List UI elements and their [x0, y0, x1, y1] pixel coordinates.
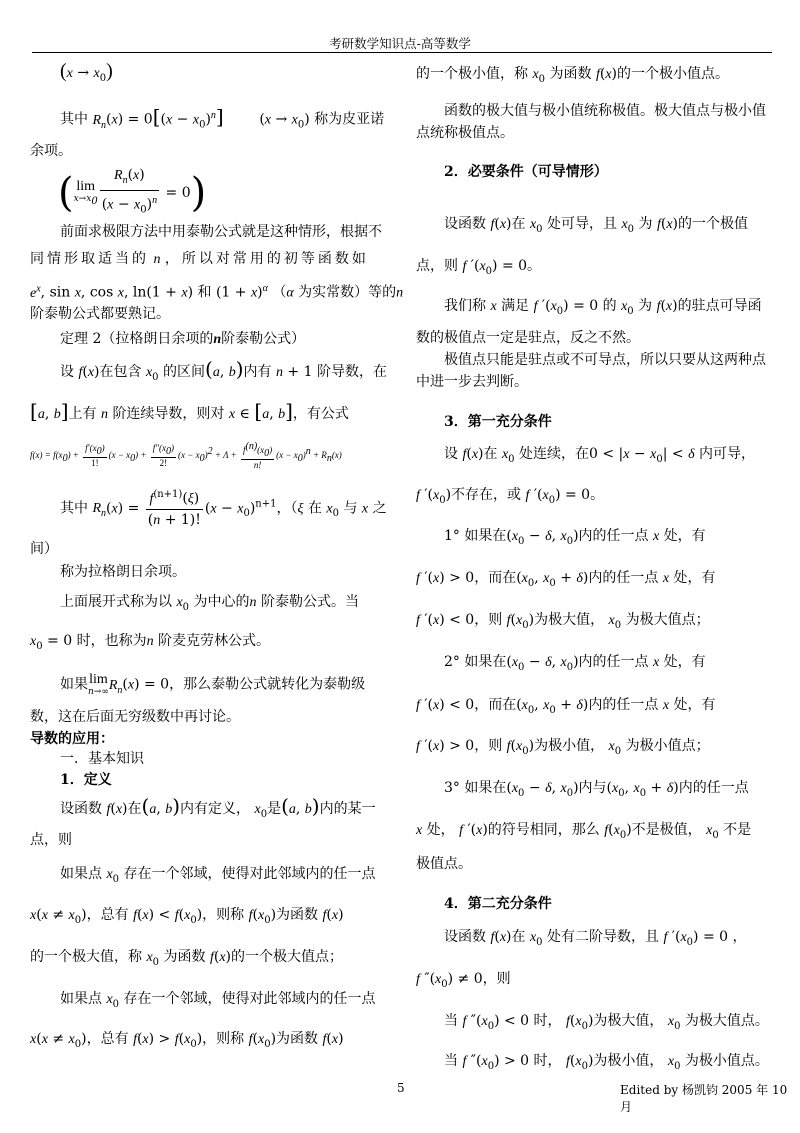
- text: 点，则: [416, 258, 458, 274]
- text-line: 同情形取适当的 n ，所以对常用的初等函数如: [30, 251, 369, 267]
- subsection-heading: 2．必要条件（可导情形）: [444, 164, 608, 180]
- text: 为极大值，: [593, 1013, 664, 1029]
- text-line: 当 f $''(x_0) > 0$ 时， $f(x_0)$为极小值， $x_0$ 为极小值点。: [444, 1053, 769, 1072]
- text: ，而在: [474, 697, 517, 713]
- text-line: f ′(x) < 0，而在($x_0$, $x_0 + \delta$)内的任一点 x 处，有: [416, 697, 716, 716]
- text: 阶导数，在: [316, 364, 387, 380]
- text-line: 数，这在后面无穷级数中再讨论。: [30, 709, 240, 725]
- page-header: 考研数学知识点-高等数学: [329, 36, 471, 51]
- text: 上有: [68, 406, 97, 422]
- text: 为函数: [549, 66, 592, 82]
- text-line: 其中 $R_n(x) = 0[(x - x_0)^n]$ $(x \to x_0)$ 称为皮亚诺: [60, 104, 385, 131]
- text-line: 数的极值点一定是驻点，反之不然。: [416, 330, 640, 346]
- subsection-heading: 1．定义: [60, 772, 112, 788]
- text: 内的任一点: [678, 780, 749, 796]
- text: 不是: [723, 822, 752, 838]
- text: 阶泰勒公式。当: [260, 594, 359, 610]
- text: 为极小值点。: [684, 1053, 769, 1069]
- text: （: [272, 284, 287, 301]
- text: 设函数: [60, 801, 102, 817]
- text: 和: [197, 284, 212, 301]
- text: ，: [732, 929, 747, 945]
- text-line: 函数的极大值与极小值统称极值。极大值点与极小值: [444, 103, 766, 119]
- text: ，则: [482, 971, 511, 987]
- text: 存在一个邻域，使得对此邻域内的任一点: [123, 866, 376, 882]
- text: 为中心的: [193, 594, 250, 610]
- text: 为实常数）等的: [298, 284, 397, 301]
- text: ，则: [474, 612, 503, 628]
- text: 2° 如果在: [444, 654, 507, 670]
- text: 为函数: [163, 949, 206, 965]
- text: 的一个极值: [678, 216, 748, 232]
- text: ，总有: [86, 907, 129, 923]
- text: 是: [267, 801, 282, 817]
- text: 如果点: [60, 866, 102, 882]
- text: 在: [483, 446, 498, 462]
- footer-credit: Edited by 杨凯钧 2005 年 10 月: [620, 1083, 788, 1114]
- text: 我们称: [444, 298, 486, 314]
- text: 3° 如果在: [444, 780, 507, 796]
- text: ，总有: [86, 1031, 129, 1047]
- formula-line: $(x \to x_0)$: [60, 60, 113, 84]
- text-line: f $'(x_0)$不存在，或 f $'(x_0) = 0$。: [416, 487, 605, 506]
- text: 之: [372, 500, 387, 517]
- text: 内的任一点: [588, 570, 659, 586]
- text: 如果点: [60, 991, 102, 1007]
- text-line: x 处， f ′(x)的符号相同，那么 $f(x_0)$不是极值， $x_0$ 不是: [416, 822, 752, 841]
- text-line: 的一个极小值，称 $x_0$ 为函数 f(x)的一个极小值点。: [416, 66, 729, 85]
- subsection-heading: 3．第一充分条件: [444, 414, 552, 430]
- text-line: 设函数 f(x)在(a, b)内有定义， $x_0$是(a, b)内的某一: [60, 794, 376, 820]
- text: 处，有: [663, 528, 706, 544]
- text: 为极大值点；: [625, 612, 710, 628]
- text-line: 设 f(x)在包含 $x_0$ 的区间(a, b)内有 n + 1 阶导数，在: [60, 357, 387, 383]
- text: 在: [511, 929, 526, 945]
- text-line: 点，则 f $'(x_0) = 0$。: [416, 258, 542, 277]
- text-line: 间）: [30, 541, 58, 557]
- text-line: 称为拉格朗日余项。: [60, 564, 186, 580]
- text: 其中: [60, 111, 88, 128]
- section-heading: 一．基本知识: [60, 751, 144, 767]
- text: 处有二阶导数，且: [547, 929, 659, 945]
- text-line: 如果点 $x_0$ 存在一个邻域，使得对此邻域内的任一点: [60, 866, 376, 885]
- text-line: f ′(x) > 0，则 $f(x_0)$为极小值， $x_0$ 为极小值点；: [416, 738, 710, 757]
- text: 设: [60, 364, 74, 380]
- text: ，则: [474, 738, 503, 754]
- text-line: 如果点 $x_0$ 存在一个邻域，使得对此邻域内的任一点: [60, 991, 376, 1010]
- text: 1° 如果在: [444, 528, 507, 544]
- text: 处，有: [673, 697, 716, 713]
- text: 处连续，在: [519, 446, 589, 462]
- text: 同情形取适当的: [30, 251, 149, 267]
- text: 的区间: [163, 364, 205, 380]
- text-line: 我们称 x 满足 f $'(x_0) = 0$ 的 $x_0$ 为 f(x)的驻点可导函: [444, 298, 762, 317]
- text: ，而在: [474, 570, 517, 586]
- text: 内有定义，: [180, 801, 251, 817]
- text: ，所以对常用的初等函数如: [164, 251, 369, 267]
- text: 为极大值点。: [684, 1013, 769, 1029]
- text: 与: [343, 500, 358, 517]
- text-line: f ′(x) > 0，而在($x_0$, $x_0 + \delta$)内的任一点 x 处，有: [416, 570, 716, 589]
- text-line: 极值点只能是驻点或不可导点，所以只要从这两种点: [444, 352, 766, 368]
- text-line: 定理 2（拉格朗日余项的n阶泰勒公式）: [60, 331, 306, 347]
- section-heading: 导数的应用：: [30, 731, 114, 747]
- text-line: 中进一步去判断。: [416, 374, 528, 390]
- limit-formula: ( lim $x\to x_0$ $\frac{R_n(x)}{(x - x_0)^n}$ = 0): [58, 167, 207, 217]
- text: 时，: [533, 1053, 562, 1069]
- text: ，则称: [202, 907, 245, 923]
- text-line: 余项。: [30, 143, 72, 159]
- text: 的一个极小值点。: [617, 66, 729, 82]
- text-line: 阶泰勒公式都要熟记。: [30, 306, 170, 322]
- text: 内的某一: [319, 801, 376, 817]
- text: 。: [527, 258, 542, 274]
- text: 的符号相同，那么: [487, 822, 600, 838]
- text-line: f ′(x) < 0，则 $f(x_0)$为极大值， $x_0$ 为极大值点；: [416, 612, 710, 631]
- text: 内与: [578, 780, 607, 796]
- text: 定理 2（拉格朗日余项的: [60, 331, 214, 347]
- text-line: 1° 如果在($x_0 - \delta$, $x_0$)内的任一点 x 处，有: [444, 528, 706, 547]
- text: 如果: [60, 676, 88, 693]
- text: 为函数: [276, 907, 319, 923]
- text: 阶连续导数，则对: [112, 406, 225, 422]
- text-line: f $''(x_0) \ne 0$，则: [416, 971, 511, 990]
- text: 。: [590, 487, 605, 503]
- text: 设: [444, 446, 458, 462]
- text: 内有: [243, 364, 272, 380]
- text: 为: [638, 216, 653, 232]
- text-line: 如果lim n→∞ $R_n(x) = 0$，那么泰勒公式就转化为泰勒级: [60, 672, 366, 697]
- text-line: 其中 $R_n(x)$ = $\frac{f^{(n+1)}(\xi)}{(n + 1)!}$ $(x - x_0)^{n+1}$，（ξ 在 $x_0$ 与 x 之: [60, 486, 387, 531]
- text-line: 当 f $''(x_0) < 0$ 时， $f(x_0)$为极大值， $x_0$ 为极大值点。: [444, 1013, 769, 1032]
- text: 时，也称为: [76, 633, 147, 649]
- text: 内的任一点: [578, 654, 649, 670]
- text: 的一个极大值点；: [231, 949, 343, 965]
- text: 在: [127, 801, 142, 817]
- text: 的一个极小值，称: [416, 66, 528, 82]
- subsection-heading: 4．第二充分条件: [444, 896, 552, 912]
- right-column: [400, 0, 800, 1133]
- text: 处，有: [663, 654, 706, 670]
- text: 在: [511, 216, 526, 232]
- text: 阶麦克劳林公式。: [158, 633, 271, 649]
- text-line: $x(x \ne x_0)$，总有 $f(x) > f(x_0)$，则称 $f(x_0)$为函数 f(x): [30, 1031, 344, 1050]
- text: 处，: [426, 822, 455, 838]
- text: 处可导，且: [547, 216, 617, 232]
- text: 为: [638, 298, 653, 314]
- taylor-formula: $f(x) = f(x_0)$ + $\frac{f'(x_0)}{1!}$ $(x - x_0)$ + $\frac{f''(x_0)}{2!}$ $(x - x_0)^2 + \Lambda$ + $\frac{f^{(n)}(x_0)}{n!}$ $(x - x_0)^n + R_n(x)$: [30, 441, 342, 470]
- text-line: 的一个极大值，称 $x_0$ 为函数 f(x)的一个极大值点；: [30, 949, 343, 968]
- text: ，有公式: [292, 406, 349, 422]
- text: 设函数: [444, 929, 486, 945]
- text: 在: [307, 500, 322, 517]
- text-line: $x(x \ne x_0)$，总有 $f(x) < f(x_0)$，则称 $f(x_0)$为函数 f(x): [30, 907, 344, 926]
- text: 当: [444, 1053, 458, 1069]
- text: 为极小值，: [534, 738, 605, 754]
- text-line: 3° 如果在($x_0 - \delta$, $x_0$)内与($x_0$, $x_0 + \delta$)内的任一点: [444, 780, 749, 799]
- text-line: 设函数 f(x)在 $x_0$ 处可导，且 $x_0$ 为 f(x)的一个极值: [444, 216, 748, 235]
- text-line: 2° 如果在($x_0 - \delta$, $x_0$)内的任一点 x 处，有: [444, 654, 706, 673]
- text: 为极小值点；: [625, 738, 710, 754]
- page-number: 5: [397, 1081, 405, 1095]
- text-line: $e^x$, sin x, cos x, ln(1 + x) 和 $(1 + x)^\alpha$ （α 为实常数）等的n: [30, 283, 404, 301]
- text-line: 点统称极值点。: [416, 125, 514, 141]
- text-line: [a, b]上有 n 阶连续导数，则对 x ∈ [a, b]，有公式: [30, 399, 349, 423]
- text: 的驻点可导函: [677, 298, 762, 314]
- text: 不存在，或: [451, 487, 522, 503]
- text-line: 设函数 f(x)在 $x_0$ 处有二阶导数，且 f $'(x_0) = 0$ ，: [444, 929, 747, 948]
- text: ，（: [276, 500, 298, 517]
- text: 内的任一点: [588, 697, 659, 713]
- text: 的: [602, 298, 617, 314]
- text: 存在一个邻域，使得对此邻域内的任一点: [123, 991, 376, 1007]
- text: 的一个极大值，称: [30, 949, 142, 965]
- text: 在包含: [99, 364, 142, 380]
- text: 为极小值，: [593, 1053, 664, 1069]
- text-line: 前面求极限方法中用泰勒公式就是这种情形，根据不: [60, 224, 382, 240]
- text: 满足: [501, 298, 530, 314]
- text: 其中: [60, 500, 88, 517]
- text: ，那么泰勒公式就转化为泰勒级: [169, 676, 366, 693]
- text: ，则称: [202, 1031, 245, 1047]
- text: 设函数: [444, 216, 486, 232]
- text: 为函数: [276, 1031, 319, 1047]
- text-line: 点，则: [30, 832, 72, 848]
- text: 不是极值，: [631, 822, 702, 838]
- text: 内可导，: [699, 446, 756, 462]
- text: 当: [444, 1013, 458, 1029]
- text-line: 极值点。: [416, 856, 472, 872]
- text: 时，: [533, 1013, 562, 1029]
- text: 处，有: [673, 570, 716, 586]
- text: 阶泰勒公式）: [221, 331, 306, 347]
- text: 为极大值，: [534, 612, 605, 628]
- text: 上面展开式称为以: [60, 594, 172, 610]
- text-line: $x_0 = 0$ 时，也称为n 阶麦克劳林公式。: [30, 633, 271, 652]
- text-line: 上面展开式称为以 $x_0$ 为中心的n 阶泰勒公式。当: [60, 594, 359, 613]
- text: 内的任一点: [578, 528, 649, 544]
- text-line: 设 f(x)在 $x_0$ 处连续，在$0 < |x - x_0| < \delta$ 内可导，: [444, 446, 756, 465]
- text: 称为皮亚诺: [314, 111, 385, 128]
